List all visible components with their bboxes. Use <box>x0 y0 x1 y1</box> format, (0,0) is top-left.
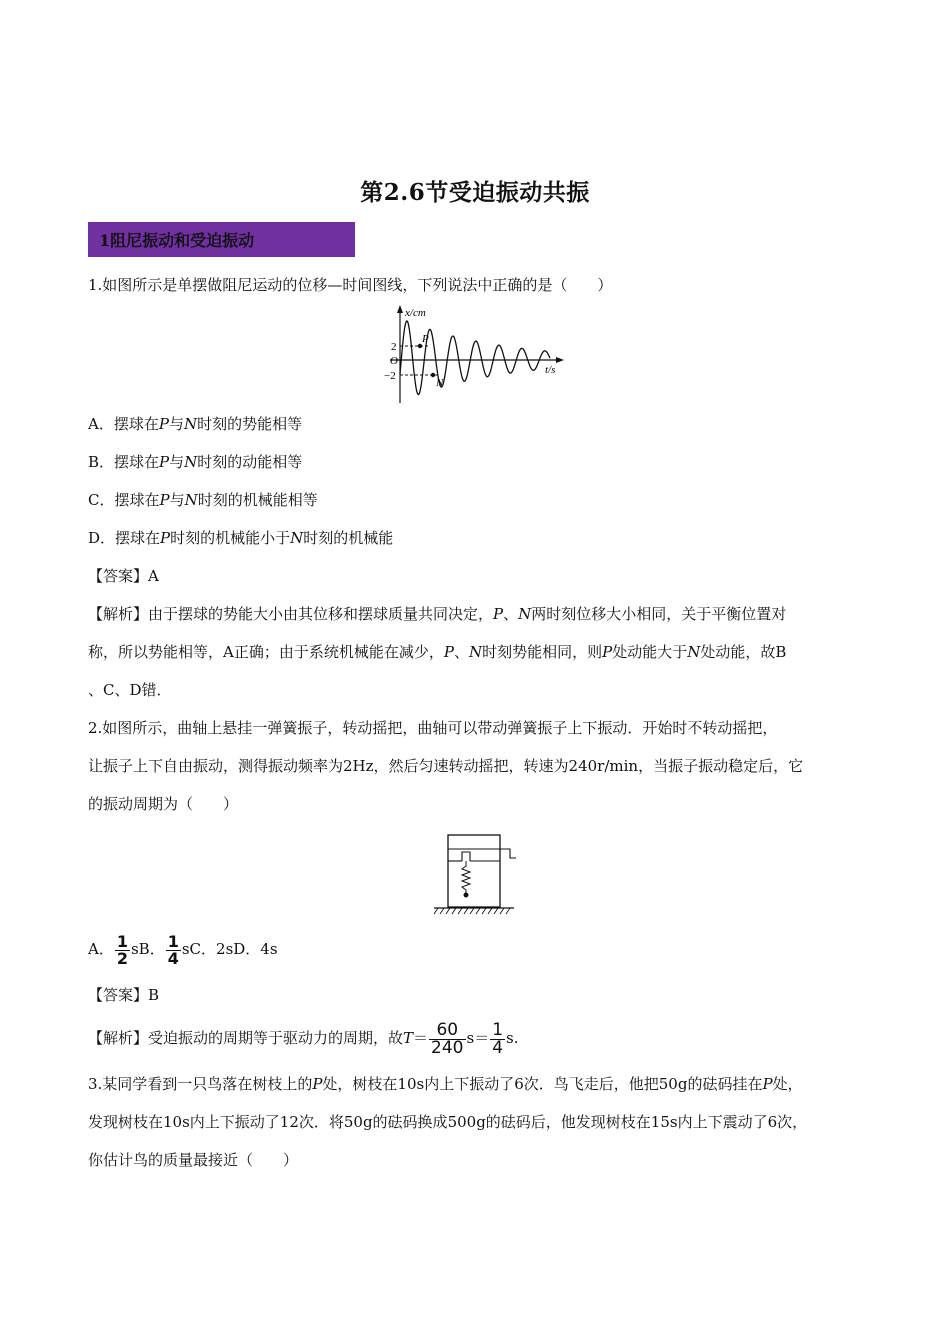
q2-analysis-fraction-1: $\frac{60}{240}$ <box>431 1019 464 1058</box>
section-header <box>88 222 355 257</box>
q1-analysis-line3: 、C、D错． <box>88 681 172 699</box>
q2-option-a-label[interactable]: A． <box>88 940 114 958</box>
q2-stem-line1: 2.如图所示，曲轴上悬挂一弹簧振子，转动摇把，曲轴可以带动弹簧振子上下振动．开始时不转动摇把， <box>88 719 778 737</box>
q1-option-a[interactable]: A．摆球在P与N时刻的势能相等 <box>88 415 303 433</box>
section-title: 1阻尼振动和受迫振动 <box>99 231 255 250</box>
point-n-dot <box>431 373 435 377</box>
q1-option-d[interactable]: D．摆球在P时刻的机械能小于N时刻的机械能 <box>88 529 394 547</box>
q2-option-cd-labels[interactable]: sC．2sD．4s <box>181 940 278 958</box>
q1-analysis-line1: 【解析】由于摆球的势能大小由其位移和摆球质量共同决定，P、N两时刻位移大小相同，关于平衡位置对 <box>88 605 787 623</box>
graph-xlabel: t/s <box>545 364 556 376</box>
graph-label-p: P <box>422 333 429 345</box>
graph-tick-neg: −2 <box>384 370 396 382</box>
q1-option-c[interactable]: C．摆球在P与N时刻的机械能相等 <box>88 491 318 509</box>
damped-oscillation-graph <box>380 303 570 405</box>
q2-stem-line3: 的振动周期为（ ） <box>88 795 239 813</box>
q2-analysis-fraction-2: $\frac{1}{4}$ <box>492 1019 504 1058</box>
q2-stem-line2: 让振子上下自由振动，测得振动频率为2Hz，然后匀速转动摇把，转速为240r/min，当振子振动稳定后，它 <box>88 757 804 775</box>
q3-stem-line3: 你估计鸟的质量最接近（ ） <box>88 1151 299 1169</box>
q2-option-b-fraction: $\frac{1}{4}$ <box>167 931 179 968</box>
q1-stem: 1.如图所示是单摆做阻尼运动的位移—时间图线，下列说法中正确的是（ ） <box>88 276 613 294</box>
q2-options <box>88 926 278 972</box>
q1-analysis-line2: 称，所以势能相等，A正确；由于系统机械能在减少，P、N时刻势能相同，则P处动能大于N处动能，故B <box>88 643 787 661</box>
q2-analysis: 【解析】受迫振动的周期等于驱动力的周期，故T＝ $\frac{60}{240}$ s＝ $\frac{1}{4}$ s. <box>88 1019 519 1058</box>
q2-option-a-fraction: $\frac{1}{2}$ <box>116 931 128 968</box>
graph-origin: O <box>390 355 398 367</box>
q2-option-b-label[interactable]: sB． <box>130 940 165 958</box>
graph-tick-pos: 2 <box>391 341 397 353</box>
q3-stem-line1: 3.某同学看到一只鸟落在树枝上的P处，树枝在10s内上下振动了6次．鸟飞走后，他把50g的砝码挂在P处， <box>88 1075 803 1093</box>
q3-stem-line2: 发现树枝在10s内上下振动了12次．将50g的砝码换成500g的砝码后，他发现树枝在15s内上下震动了6次， <box>88 1113 808 1131</box>
spring-oscillator-diagram <box>432 832 518 916</box>
q1-option-b[interactable]: B．摆球在P与N时刻的动能相等 <box>88 453 303 471</box>
graph-label-n: N <box>436 377 444 389</box>
page-title: 第2.6节受迫振动共振 <box>360 179 590 206</box>
graph-ylabel: x/cm <box>405 307 426 319</box>
q2-answer: 【答案】B <box>88 986 160 1004</box>
q1-answer: 【答案】A <box>88 567 159 585</box>
